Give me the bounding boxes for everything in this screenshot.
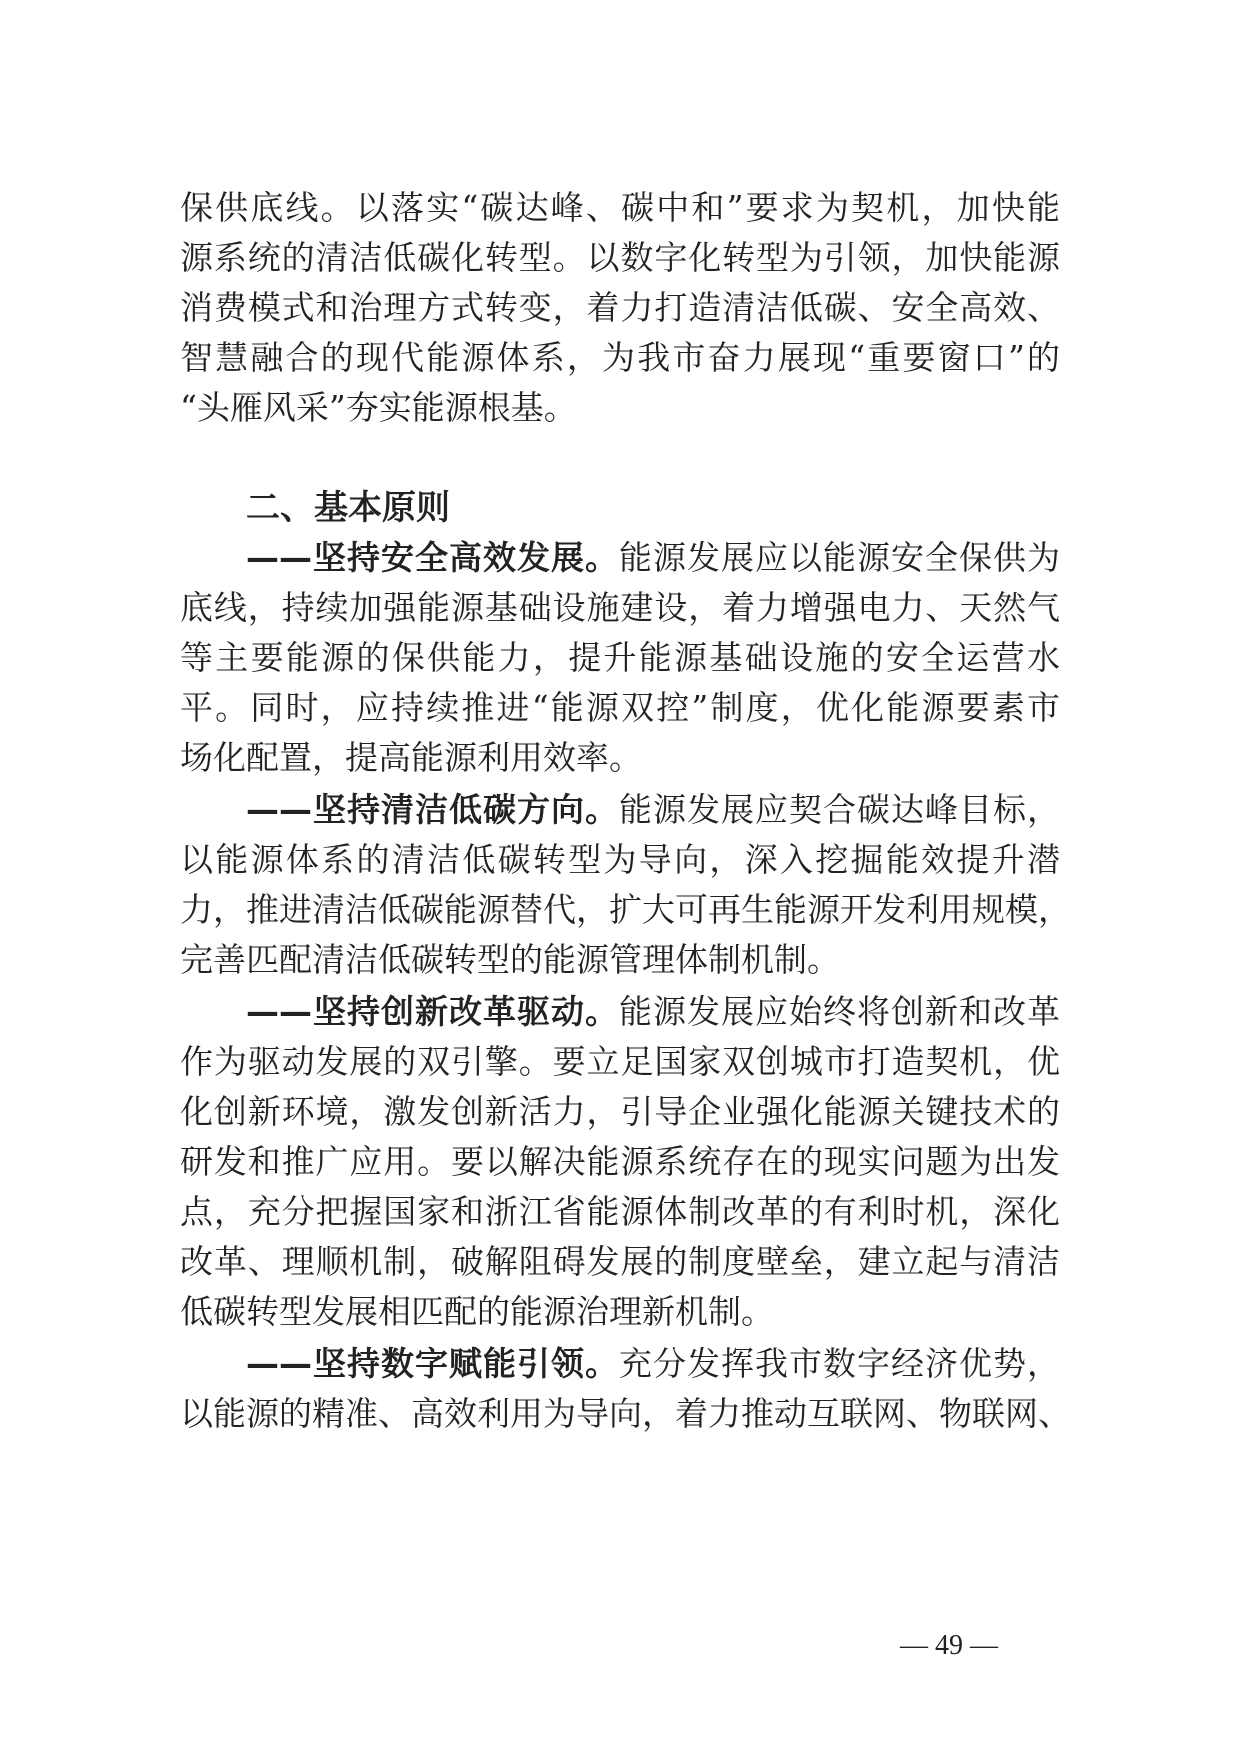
principle-3-title: ——坚持创新改革驱动。: [246, 992, 619, 1031]
principle-2-lead: 能源发展应契合碳达峰目标，: [619, 790, 1060, 829]
principle-3-line: 作为驱动发展的双引擎。要立足国家双创城市打造契机，优: [180, 1042, 1060, 1081]
principle-3-line: 低碳转型发展相匹配的能源治理新机制。: [180, 1292, 774, 1331]
intro-line-1: 保供底线。以落实“碳达峰、碳中和”要求为契机，加快能: [180, 188, 1060, 227]
principle-3-lead: 能源发展应始终将创新和改革: [619, 992, 1060, 1031]
principle-2-line: 力，推进清洁低碳能源替代，扩大可再生能源开发利用规模，: [180, 890, 1071, 929]
principle-1-line: 场化配置，提高能源利用效率。: [180, 738, 642, 777]
principle-3-first-line: [246, 984, 1060, 1040]
principle-4-line: 以能源的精准、高效利用为导向，着力推动互联网、物联网、: [180, 1394, 1071, 1433]
principle-2-line: 完善匹配清洁低碳转型的能源管理体制机制。: [180, 940, 840, 979]
principle-3-line: 研发和推广应用。要以解决能源系统存在的现实问题为出发: [180, 1142, 1060, 1181]
principle-1-line: 等主要能源的保供能力，提升能源基础设施的安全运营水: [180, 638, 1060, 677]
principle-1-title: ——坚持安全高效发展。: [246, 538, 619, 577]
section-heading: 二、基本原则: [246, 488, 450, 528]
page-number: — 49 —: [900, 1630, 998, 1661]
principle-1-first-line: [246, 530, 1060, 586]
intro-line-4: 智慧融合的现代能源体系，为我市奋力展现“重要窗口”的: [180, 338, 1060, 377]
principle-1-line: 平。同时，应持续推进“能源双控”制度，优化能源要素市: [180, 688, 1060, 727]
principle-2-line: 以能源体系的清洁低碳转型为导向，深入挖掘能效提升潜: [180, 840, 1060, 879]
intro-line-5: “头雁风采”夯实能源根基。: [180, 388, 577, 427]
principle-3-line: 点，充分把握国家和浙江省能源体制改革的有利时机，深化: [180, 1192, 1060, 1231]
principle-4-lead: 充分发挥我市数字经济优势，: [619, 1344, 1060, 1383]
intro-line-3: 消费模式和治理方式转变，着力打造清洁低碳、安全高效、: [180, 288, 1060, 327]
principle-2-first-line: [246, 782, 1060, 838]
principle-2-title: ——坚持清洁低碳方向。: [246, 790, 619, 829]
principle-4-title: ——坚持数字赋能引领。: [246, 1344, 619, 1383]
principle-1-lead: 能源发展应以能源安全保供为: [619, 538, 1060, 577]
intro-line-2: 源系统的清洁低碳化转型。以数字化转型为引领，加快能源: [180, 238, 1060, 277]
principle-1-line: 底线，持续加强能源基础设施建设，着力增强电力、天然气: [180, 588, 1060, 627]
principle-4-first-line: [246, 1336, 1060, 1392]
principle-3-line: 改革、理顺机制，破解阻碍发展的制度壁垒，建立起与清洁: [180, 1242, 1060, 1281]
principle-3-line: 化创新环境，激发创新活力，引导企业强化能源关键技术的: [180, 1092, 1060, 1131]
